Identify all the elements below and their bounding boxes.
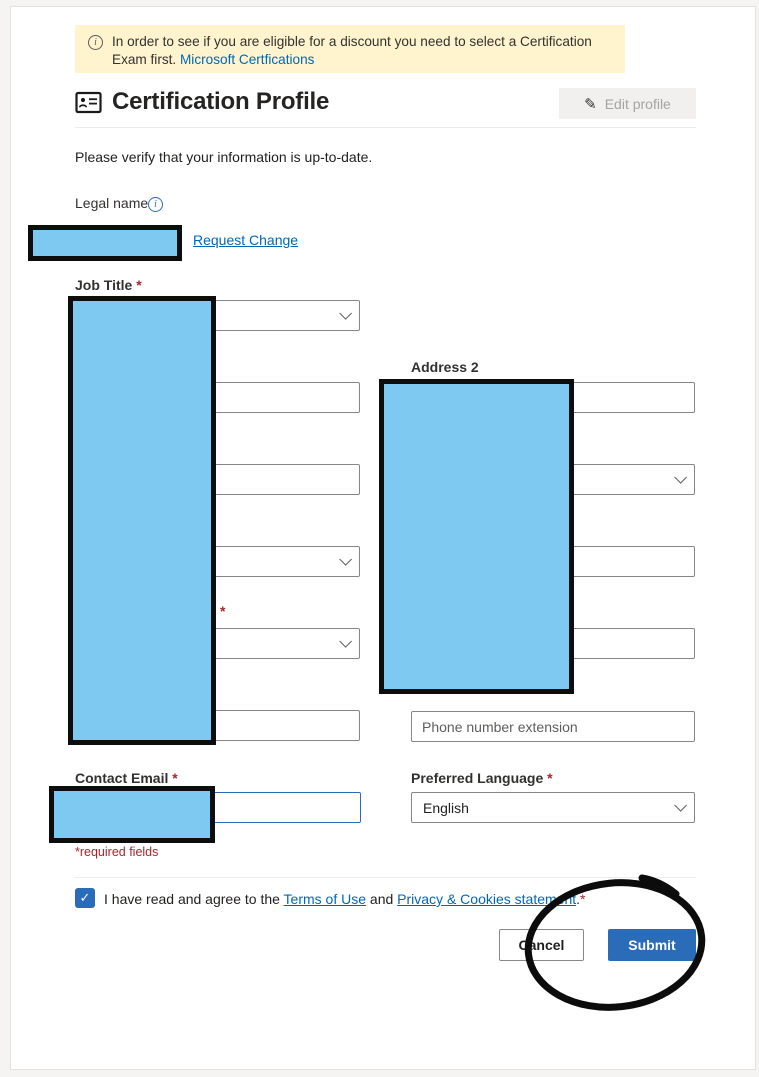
legal-name-label [75,195,148,211]
preferred-language-label [411,770,553,786]
contact-email-label-text: Contact Email [75,770,169,786]
footer-divider [75,877,696,878]
required-fields-note: *required fields [75,845,159,859]
agreement-prefix: I have read and agree to the [104,891,284,907]
redaction-box-contact-email [49,786,215,843]
legal-name-info-icon[interactable]: i [148,197,163,212]
contact-email-label [75,770,178,786]
cancel-button[interactable]: Cancel [499,929,584,961]
request-change-link[interactable]: Request Change [193,232,299,248]
header-divider [75,127,696,128]
banner-text [112,33,615,69]
required-asterisk: * [220,603,226,619]
preferred-language-label-text: Preferred Language [411,770,544,786]
legal-name-label-text: Legal name [75,195,149,211]
redaction-box-right-column [379,379,574,694]
required-asterisk: * [172,770,178,786]
required-asterisk: * [580,891,586,907]
agreement-checkbox[interactable] [75,888,95,908]
banner-message: In order to see if you are eligible for a discount you need to select a Certification Exam first. [112,34,592,67]
job-title-label [75,277,142,293]
info-icon: i [88,35,103,50]
privacy-cookies-link[interactable]: Privacy & Cookies statement [397,891,577,907]
required-asterisk: * [136,277,142,293]
edit-profile-button[interactable] [559,88,696,119]
intro-text: Please verify that your information is up-to-date. [75,149,373,165]
address2-label: Address 2 [411,359,479,375]
redaction-box-left-column [68,296,216,745]
edit-profile-label: Edit profile [604,95,671,112]
preferred-language-value: English [423,799,469,816]
agreement-suffix: . [576,891,581,907]
chevron-down-icon [339,307,352,320]
redaction-box-legal-name [28,225,182,261]
phone-extension-input[interactable] [411,711,695,742]
page-header [75,88,329,116]
checkmark-icon: ✓ [79,890,91,905]
preferred-language-select[interactable] [411,792,695,823]
contact-card-icon [75,91,102,114]
required-asterisk: * [547,770,553,786]
job-title-label-text: Job Title [75,277,133,293]
submit-button[interactable]: Submit [608,929,696,961]
pencil-icon: ✎ [584,95,597,113]
chevron-down-icon [339,553,352,566]
chevron-down-icon [674,799,687,812]
discount-info-banner [75,25,625,73]
microsoft-certifications-link[interactable]: Microsoft Certfications [179,52,315,67]
chevron-down-icon [339,635,352,648]
agreement-text [104,891,585,907]
terms-of-use-link[interactable]: Terms of Use [283,891,367,907]
page-title: Certification Profile [112,88,330,115]
agreement-middle: and [366,891,398,907]
hidden-required-label [220,603,225,619]
chevron-down-icon [674,471,687,484]
